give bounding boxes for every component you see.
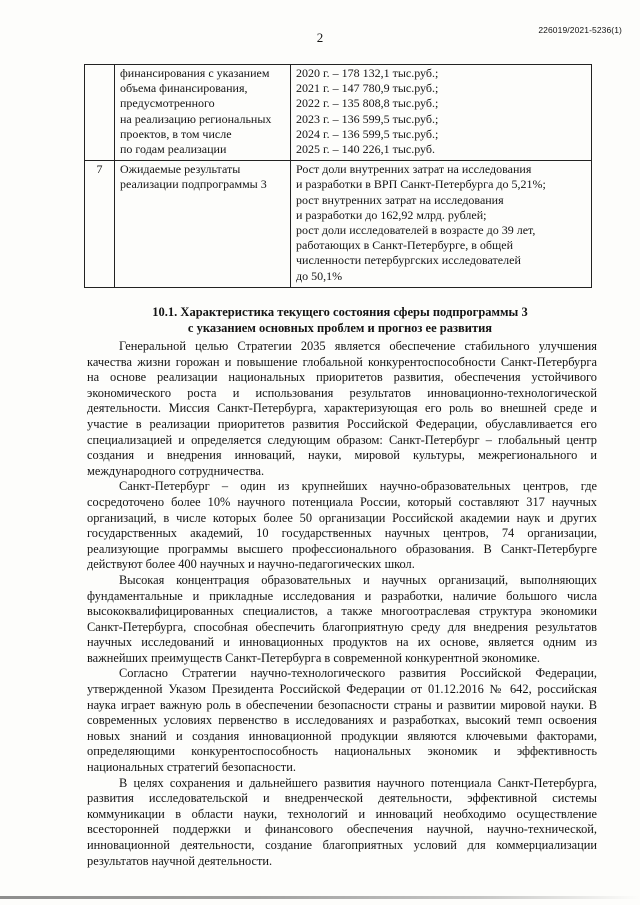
paragraph: Санкт-Петербург – один из крупнейших научно-образовательных центров, где сосредоточено более 10% научного потенциала России, который составляют 317 научных организаций, в числе которых более 50 организации Российской академии наук и других государственных академий, 10 государственных научных центров, 74 организации, реализующие программы высшего профессионального образования. В Санкт-Петербурге действуют более 400 научных и научно-педагогических школ. <box>87 479 597 572</box>
label-line: по годам реализации <box>120 142 227 157</box>
row-value-cell <box>291 65 592 161</box>
value-line: работающих в Санкт-Петербурге, в общей <box>296 238 514 253</box>
row-label-cell <box>115 65 291 161</box>
paragraph: Высокая концентрация образовательных и научных организаций, выполняющих фундаментальные и прикладные исследования и разработки, наличие большого числа высококвалифицированных специалистов, а также многоотраслевая структура экономики Санкт-Петербурга, способная обеспечить благоприятную среду для внедрения результатов научных исследований и инновационных продуктов на их основе, является одним из важнейших преимуществ Санкт-Петербурга в современной конкурентной экономике. <box>87 572 597 665</box>
row-label-cell <box>115 161 291 288</box>
value-line: 2024 г. – 136 599,5 тыс.руб.; <box>296 126 439 141</box>
value-line: рост внутренних затрат на исследования <box>296 192 504 207</box>
value-line: и разработки до 162,92 млрд. рублей; <box>296 207 487 222</box>
value-line: до 50,1% <box>296 268 343 283</box>
value-line: 2022 г. – 135 808,8 тыс.руб.; <box>296 96 439 111</box>
value-line: 2021 г. – 147 780,9 тыс.руб.; <box>296 81 439 96</box>
paragraph: В целях сохранения и дальнейшего развития научного потенциала Санкт-Петербурга, развития исследовательской и внедренческой деятельности, эффективной системы коммуникации в области науки, технологий и инноваций необходимо осуществление всесторонней поддержки и финансового обеспечения научной, научно-технической, инновационной деятельности, создание благоприятных условий для коммерциализации результатов научной деятельности. <box>87 775 597 868</box>
section-heading <box>90 304 590 336</box>
label-line: предусмотренного <box>120 96 215 111</box>
value-line: 2020 г. – 178 132,1 тыс.руб.; <box>296 66 439 80</box>
label-line: Ожидаемые результаты <box>120 162 241 177</box>
value-line: Рост доли внутренних затрат на исследования <box>296 162 532 177</box>
document-code: 226019/2021-5236(1) <box>538 25 622 35</box>
label-line: проектов, в том числе <box>120 126 232 141</box>
value-line: 2023 г. – 136 599,5 тыс.руб.; <box>296 111 439 126</box>
row-number-cell <box>85 65 115 161</box>
paragraph: Согласно Стратегии научно-технологического развития Российской Федерации, утвержденной Указом Президента Российской Федерации от 01.12.2016 № 642, российская наука играет важную роль в обеспечении безопасности страны и развитии мировой науки. В современных условиях первенство в исследованиях и разработках, высокий темп освоения новых знаний и создания инновационной продукции являются ключевыми факторами, определяющими конкурентоспособность национальных экономик и эффективность национальных стратегий безопасности. <box>87 666 597 775</box>
value-line: 2025 г. – 140 226,1 тыс.руб. <box>296 142 435 157</box>
label-line: финансирования с указанием <box>120 66 270 80</box>
section-title-line-2: с указанием основных проблем и прогноз ее развития <box>187 321 493 335</box>
paragraph: Генеральной целью Стратегии 2035 является обеспечение стабильного улучшения качества жизни горожан и повышение глобальной конкурентоспособности Санкт-Петербурга на основе реализации национальных приоритетов развития, обеспечения устойчивого экономического роста и использования результатов инновационно-технологической деятельности. Миссия Санкт-Петербурга, характеризующая его роль во внешней среде и участие в реализации приоритетов развития Российской Федерации, обуславливается его специализацией и определяется следующим образом: Санкт-Петербург – глобальный центр создания и внедрения инноваций, науки, мировой культуры, межрегионального и международного сотрудничества. <box>87 339 597 478</box>
value-line: численности петербургских исследователей <box>296 253 521 268</box>
section-title-line-1: 10.1. Характеристика текущего состояния сферы подпрограммы 3 <box>152 305 528 319</box>
label-line: объема финансирования, <box>120 81 248 96</box>
row-number-cell: 7 <box>85 161 115 288</box>
table-row <box>85 161 592 288</box>
value-line: рост доли исследователей в возрасте до 39 лет, <box>296 223 536 238</box>
label-line: на реализацию региональных <box>120 111 272 126</box>
page-number: 2 <box>316 30 324 45</box>
row-value-cell <box>291 161 592 288</box>
scan-edge-line <box>0 896 640 899</box>
subprogram-passport-table <box>84 64 592 288</box>
label-line: реализации подпрограммы 3 <box>120 177 267 192</box>
section-body <box>87 339 597 869</box>
value-line: и разработки в ВРП Санкт-Петербурга до 5,21%; <box>296 177 546 192</box>
table-row <box>85 65 592 161</box>
